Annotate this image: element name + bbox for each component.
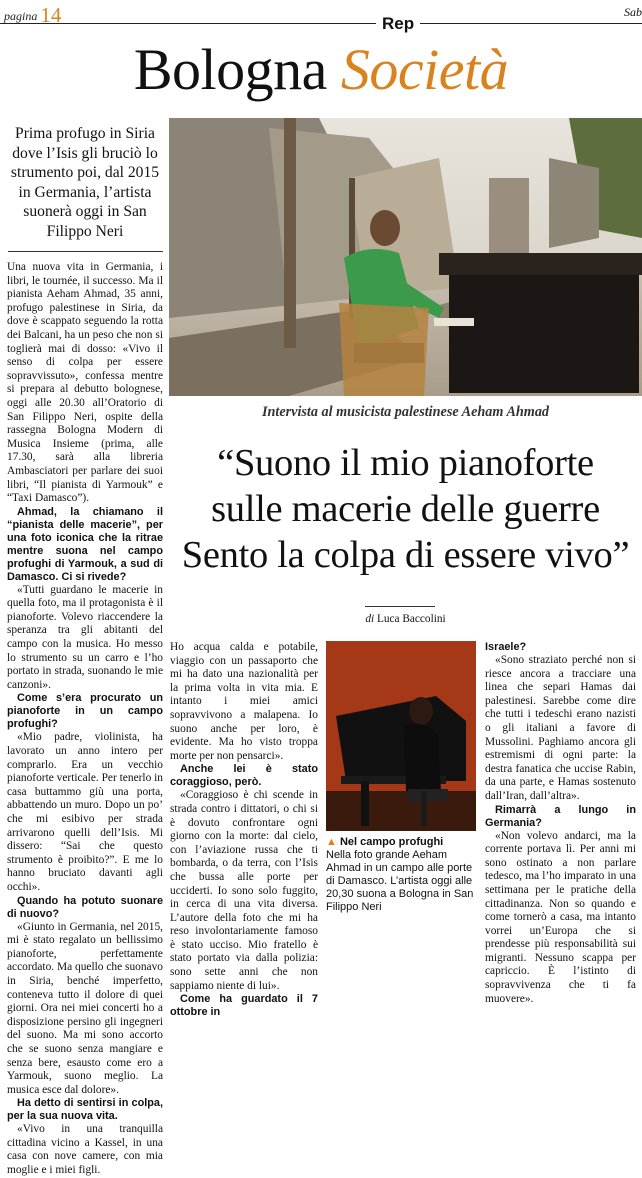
main-photo-pianist-ruins	[169, 118, 642, 396]
article-paragraph: Una nuova vita in Germania, i libri, le tournée, il successo. Ma il pianista Aeham Ahmad, 35 anni, profugo palestinese in Siria, da dove è scappato seguendo la rotta dei Balcani, ha un peso che non si toglierà mai di dosso: «Vivo il senso di colpa per essere sopravvissuto», confessa mentre si prepara al debutto bolognese, oggi alle 20.30 all’Oratorio di San Filippo Neri, ospite della rassegna Bologna Modern di Musica Insieme (prima, alle 17.30, sarà alla libreria Ambasciatori per parlare dei suoi libri, “Il pianista di Yarmouk” e “Taxi Damasco”).	[7, 261, 163, 505]
header-rule	[0, 23, 642, 24]
caption-text: Nella foto grande Aeham Ahmad in un campo alle porte di Damasco. L’artista oggi alle 20,30 suona a Bologna in San Filippo Neri	[326, 849, 474, 913]
article-paragraph: «Vivo in una tranquilla cittadina vicino a Kassel, in una casa con nove camere, con mia moglie e i miei figli.	[7, 1123, 163, 1177]
article-column-3	[485, 641, 636, 1006]
article-column-1	[0, 261, 165, 1178]
article-paragraph: Ho acqua calda e potabile, viaggio con un passaporto che mi ha dato una nazionalità per la prima volta in vita mia. E intanto i miei amici sopravvivono a malapena. Io suono anche per loro, è evidente. Ma ho visto troppa morte per non pensarci».	[170, 641, 318, 762]
main-photo-caption: Intervista al musicista palestinese Aeham Ahmad	[261, 404, 550, 420]
interview-question: Israele?	[485, 641, 527, 653]
article-paragraph: «Coraggioso è chi scende in strada contro i dittatori, o chi si è dovuto confrontare ogni giorno con la morte: dal cielo, con l’aviazione russa che ti bombarda, o da terra, con l’Isis che bussa alle porte per ucciderti. Io sono solo fuggito, in cerca di una vita diversa. L’autore della foto che mi ha reso involontariamente famoso è stato ucciso. Mio fratello è stato portato via dalla polizia: sono sette anni che non sappiamo niente di lui».	[170, 789, 318, 992]
masthead-city: Bologna	[133, 37, 327, 102]
article-paragraph: «Mio padre, violinista, ha lavorato un anno intero per comprarlo. Era un vecchio pianoforte verticale. Per tenerlo in casa buttammo giù una porta, abbattendo un muro. Dopo un po’ che mi esibivo per strada arrivarono quelli dell’Isis. Mi dissero: “Sai che questo strumento è proibito?”. E me lo hanno bruciato davanti agli occhi».	[7, 731, 163, 893]
headline-quote	[169, 440, 642, 578]
caption-marker: ▲	[326, 836, 337, 848]
left-column	[0, 118, 165, 1177]
article-paragraph: «Non volevo andarci, ma la corrente portava lì. Per anni mi sono ostinato a non parlare tedesco, ma l’ho imparato in una settimana per le pratiche della cittadinanza. Non so quando e come tornerò a casa, ma intanto vorrei un’Europa che si prendesse più responsabilità sui migranti. Nessuno scappa per capriccio. È l’istinto di sopravvivenza che ti fa muovere».	[485, 829, 636, 1005]
article-paragraph: «Tutti guardano le macerie in quella foto, ma il protagonista è il pianoforte. Volevo riaccendere la speranza tra gli abitanti del campo con la musica. Ho messo lo strumento su un carro e l’ho portato in strada, suonando le mie canzoni».	[7, 583, 163, 691]
photo-caption	[326, 836, 476, 914]
byline-rule	[365, 606, 435, 607]
page-masthead	[0, 37, 642, 102]
interview-question: Come ha guardato il 7 ottobre in	[170, 993, 318, 1019]
article-paragraph: «Giunto in Germania, nel 2015, mi è stato regalato un bellissimo pianoforte, perfettamente accordato. Ma quello che suonavo in Siria, benché imperfetto, conteneva tutto il dolore di quei giorni. Ora nei miei concerti ho a disposizione persino gli ingegneri del suono. Ma mi sono accorto che se suono senza mangiare e senza bere, esausto come ero a Yarmouk, suono meglio. La musica esce dal dolore».	[7, 920, 163, 1096]
caption-title: Nel campo profughi	[339, 836, 444, 848]
headline-line-1: “Suono il mio pianoforte	[217, 442, 594, 484]
page-number: 14	[40, 3, 62, 27]
section-logo: Rep	[376, 14, 420, 34]
article-column-2	[170, 641, 318, 1019]
subheadline: Prima profugo in Siria dove l’Isis gli bruciò lo strumento poi, dal 2015 in Germania, l’artista suonerà oggi in San Filippo Neri	[10, 125, 160, 240]
headline-line-3: Sento la colpa di essere vivo”	[181, 534, 630, 576]
header-date-cut: Sab	[624, 5, 642, 19]
page-number-label: pagina 14	[4, 3, 62, 27]
headline-line-2: sulle macerie delle guerre	[211, 488, 600, 530]
interview-question: Rimarrà a lungo in Germania?	[485, 803, 636, 829]
interview-question: Ahmad, la chiamano il “pianista delle macerie”, per una foto iconica che la ritrae mentre suona nel campo profughi di Yarmouk, a sud di Damasco. Ci si rivede?	[7, 505, 163, 583]
author-name: Luca Baccolini	[376, 613, 446, 625]
interview-question: Come s’era procurato un pianoforte in un campo profughi?	[7, 692, 163, 731]
byline: di Luca Baccolini	[365, 613, 446, 625]
subheadline-rule	[8, 251, 163, 252]
interview-question: Anche lei è stato coraggioso, però.	[170, 763, 318, 789]
concert-photo	[326, 641, 476, 831]
interview-question: Quando ha potuto suonare di nuovo?	[7, 894, 163, 920]
article-paragraph: «Sono straziato perché non si riesce ancora a tracciare una linea che separi Hamas dai palestinesi. Sarebbe come dire che tutti i tedeschi erano nazisti o gli italiani a favore di Mussolini. Paghiamo ancora gli estremismi di ogni parte: la destra fanatica che uccise Rabin, da una parte, e Hamas sostenuto dall’Iran, dall’altra».	[485, 654, 636, 802]
interview-question: Ha detto di sentirsi in colpa, per la sua nuova vita.	[7, 1097, 163, 1123]
masthead-section: Società	[340, 37, 509, 102]
